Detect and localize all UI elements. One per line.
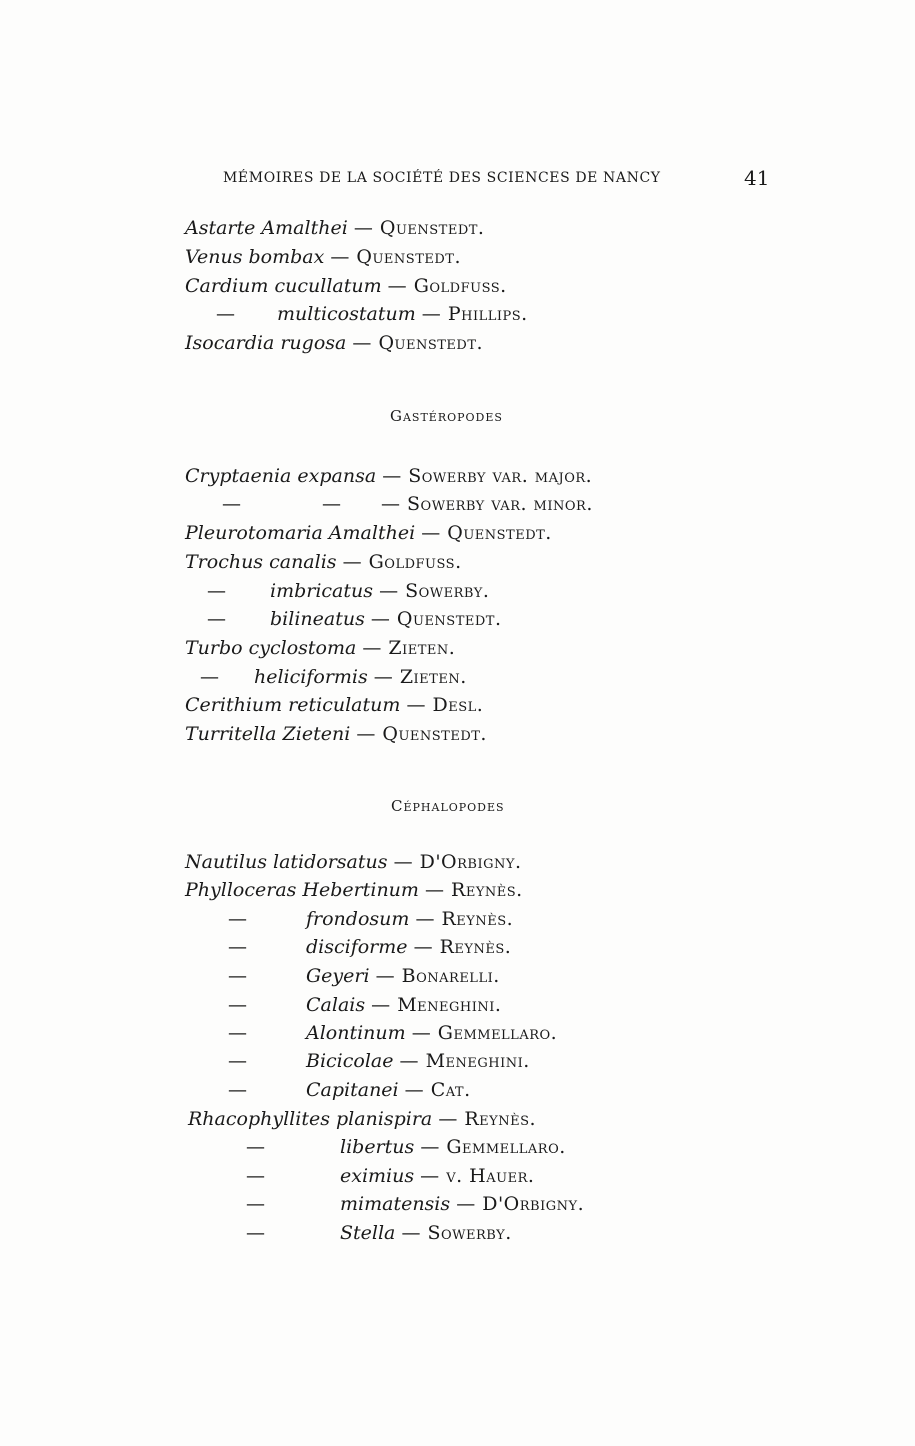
species-line bbox=[228, 1021, 247, 1045]
species-name: Nautilus latidorsatus bbox=[185, 851, 388, 873]
species-line bbox=[228, 1049, 247, 1073]
ditto-dash: — bbox=[228, 1022, 247, 1044]
species-line bbox=[222, 492, 241, 516]
species-name: bilineatus bbox=[270, 608, 365, 630]
species-line bbox=[306, 1021, 557, 1045]
ditto-dash: — bbox=[246, 1165, 265, 1187]
ditto-dash: — bbox=[246, 1136, 265, 1158]
species-line bbox=[306, 964, 500, 988]
species-author: — D'Orbigny. bbox=[456, 1193, 585, 1215]
species-line bbox=[228, 907, 247, 931]
species-line bbox=[200, 665, 219, 689]
section-title-gasteropodes: Gastéropodes bbox=[390, 407, 503, 425]
species-line bbox=[185, 850, 522, 874]
species-line bbox=[185, 722, 487, 746]
species-name: Capitanei bbox=[306, 1079, 399, 1101]
ditto-dash: — bbox=[222, 493, 241, 515]
species-author: — Sowerby var. minor. bbox=[381, 493, 593, 515]
species-line bbox=[340, 1221, 512, 1245]
species-author: — Goldfuss. bbox=[342, 551, 462, 573]
species-line bbox=[185, 521, 552, 545]
species-name: Geyeri bbox=[306, 965, 370, 987]
species-name: Calais bbox=[306, 994, 366, 1016]
species-line bbox=[270, 579, 489, 603]
species-line bbox=[306, 907, 513, 931]
species-name: Alontinum bbox=[306, 1022, 406, 1044]
species-line bbox=[228, 993, 247, 1017]
species-line bbox=[207, 579, 226, 603]
species-line bbox=[246, 1221, 265, 1245]
species-line bbox=[306, 1078, 471, 1102]
species-name: mimatensis bbox=[340, 1193, 451, 1215]
species-author: — Quenstedt. bbox=[421, 522, 552, 544]
species-line bbox=[185, 636, 455, 660]
ditto-dash: — bbox=[228, 994, 247, 1016]
page-number: 41 bbox=[744, 166, 770, 190]
species-name: imbricatus bbox=[270, 580, 374, 602]
species-author: — Gemmellaro. bbox=[420, 1136, 566, 1158]
species-line bbox=[306, 1049, 530, 1073]
ditto-dash: — bbox=[322, 493, 341, 515]
species-line bbox=[228, 964, 247, 988]
ditto-dash: — bbox=[228, 1050, 247, 1072]
section-title-cephalopodes: Céphalopodes bbox=[391, 797, 505, 815]
ditto-dash: — bbox=[200, 666, 219, 688]
species-line bbox=[322, 492, 341, 516]
species-line bbox=[185, 245, 461, 269]
species-line bbox=[185, 216, 484, 240]
species-line bbox=[270, 607, 502, 631]
ditto-dash: — bbox=[246, 1193, 265, 1215]
species-name: frondosum bbox=[306, 908, 410, 930]
species-author: — Gemmellaro. bbox=[411, 1022, 558, 1044]
species-name: Isocardia rugosa bbox=[185, 332, 347, 354]
species-name: Pleurotomaria Amalthei bbox=[185, 522, 416, 544]
species-name: Trochus canalis bbox=[185, 551, 337, 573]
ditto-dash: — bbox=[228, 908, 247, 930]
species-author: — Meneghini. bbox=[371, 994, 502, 1016]
species-author: — Bonarelli. bbox=[375, 965, 500, 987]
ditto-dash: — bbox=[228, 965, 247, 987]
species-author: — Cat. bbox=[404, 1079, 471, 1101]
species-line bbox=[228, 935, 247, 959]
species-line bbox=[185, 550, 462, 574]
species-line bbox=[207, 607, 226, 631]
species-author: — Reynès. bbox=[413, 936, 512, 958]
species-line bbox=[246, 1135, 265, 1159]
species-author: — Sowerby var. major. bbox=[382, 465, 593, 487]
species-name: Turritella Zieteni bbox=[185, 723, 351, 745]
species-line bbox=[185, 693, 483, 717]
species-name: Cerithium reticulatum bbox=[185, 694, 401, 716]
species-author: — Desl. bbox=[406, 694, 484, 716]
species-line bbox=[185, 274, 507, 298]
species-author: — Reynès. bbox=[424, 879, 523, 901]
species-author: — D'Orbigny. bbox=[393, 851, 522, 873]
ditto-dash: — bbox=[246, 1222, 265, 1244]
ditto-dash: — bbox=[207, 580, 226, 602]
ditto-dash: — bbox=[228, 1079, 247, 1101]
species-line bbox=[246, 1192, 265, 1216]
species-author: — Quenstedt. bbox=[352, 332, 484, 354]
species-line bbox=[188, 1107, 536, 1131]
species-author: — Reynès. bbox=[438, 1108, 537, 1130]
species-name: Cardium cucullatum bbox=[185, 275, 382, 297]
species-name: heliciformis bbox=[254, 666, 368, 688]
species-name: Venus bombax bbox=[185, 246, 325, 268]
species-line bbox=[254, 665, 467, 689]
running-head: MÉMOIRES DE LA SOCIÉTÉ DES SCIENCES DE NANCY bbox=[223, 170, 661, 186]
species-line bbox=[340, 1192, 584, 1216]
species-author: — Zieten. bbox=[362, 637, 456, 659]
species-name: Cryptaenia expansa bbox=[185, 465, 377, 487]
species-line bbox=[185, 331, 483, 355]
species-name: Astarte Amalthei bbox=[185, 217, 348, 239]
species-line bbox=[340, 1164, 534, 1188]
ditto-dash: — bbox=[228, 936, 247, 958]
species-line bbox=[216, 302, 235, 326]
species-author: — v. Hauer. bbox=[420, 1165, 535, 1187]
species-author: — Quenstedt. bbox=[356, 723, 487, 745]
species-author: — Meneghini. bbox=[399, 1050, 530, 1072]
species-line bbox=[246, 1164, 265, 1188]
species-author: — Phillips. bbox=[421, 303, 528, 325]
ditto-dash: — bbox=[216, 303, 235, 325]
species-line bbox=[228, 1078, 247, 1102]
species-name: multicostatum bbox=[277, 303, 416, 325]
species-author: — Reynès. bbox=[415, 908, 514, 930]
species-author: — Zieten. bbox=[373, 666, 467, 688]
species-name: Turbo cyclostoma bbox=[185, 637, 357, 659]
ditto-dash: — bbox=[207, 608, 226, 630]
species-author: — Goldfuss. bbox=[387, 275, 507, 297]
species-author: — Quenstedt. bbox=[330, 246, 461, 268]
species-line bbox=[277, 302, 528, 326]
species-line bbox=[185, 878, 523, 902]
species-author: — Quenstedt. bbox=[353, 217, 485, 239]
species-author: — Sowerby. bbox=[379, 580, 490, 602]
species-name: libertus bbox=[340, 1136, 415, 1158]
species-line bbox=[340, 1135, 566, 1159]
species-name: Bicicolae bbox=[306, 1050, 394, 1072]
species-name: Rhacophyllites planispira bbox=[188, 1108, 433, 1130]
species-author: — Quenstedt. bbox=[370, 608, 502, 630]
species-line bbox=[381, 492, 593, 516]
species-name: Phylloceras Hebertinum bbox=[185, 879, 419, 901]
species-name: Stella bbox=[340, 1222, 396, 1244]
species-line bbox=[185, 464, 592, 488]
species-name: eximius bbox=[340, 1165, 415, 1187]
species-name: disciforme bbox=[306, 936, 408, 958]
species-line bbox=[306, 993, 501, 1017]
species-line bbox=[306, 935, 511, 959]
species-author: — Sowerby. bbox=[401, 1222, 512, 1244]
